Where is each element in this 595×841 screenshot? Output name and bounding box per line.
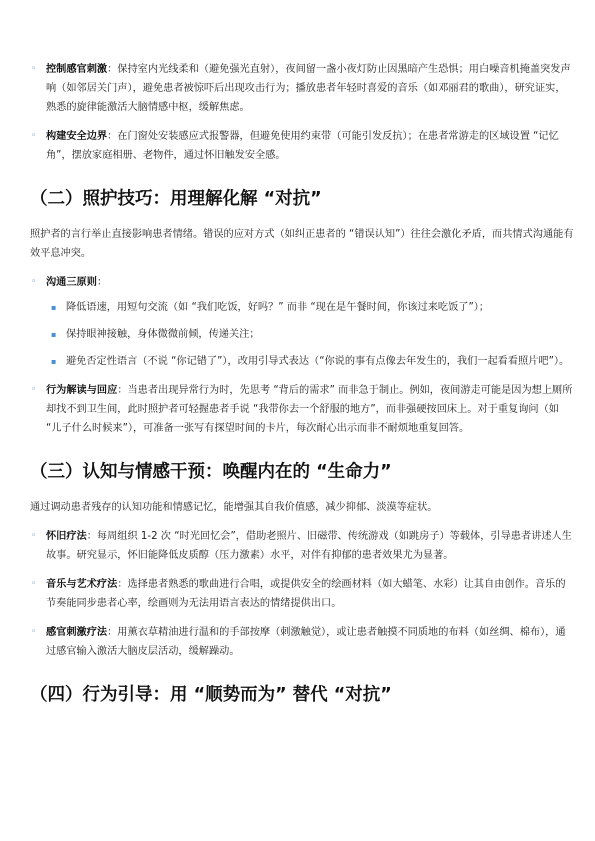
hollow-circle-bullet-icon: ◦ [31,277,37,287]
section-heading-care-skills: （二）照护技巧：用理解化解 “对抗” [30,189,322,209]
item-term: 感官刺激疗法 [46,627,108,638]
hollow-circle-bullet-icon: ◦ [31,64,37,74]
environment-list [30,60,575,165]
document-page [30,60,575,721]
section-intro: 通过调动患者残存的认知功能和情感记忆，能增强其自我价值感，减少抑郁、淡漠等症状。 [30,502,438,513]
hollow-circle-bullet-icon: ◦ [31,131,37,141]
hollow-circle-bullet-icon: ◦ [31,627,37,637]
item-text: ：每周组织 1-2 次 “时光回忆会”，借助老照片、旧磁带、传统游戏（如跳房子）等载体，引导患者讲述人生故事。研究显示，怀旧能降低皮质醇（压力激素）水平，对伴有抑郁的患者效果尤为显著。 [46,531,572,561]
list-item [30,381,575,438]
section-heading-behavior-guidance: （四）行为引导：用 “顺势而为” 替代 “对抗” [30,685,392,705]
small-square-bullet-icon: ▪ [51,303,57,312]
sub-item-text: 避免否定性语言（不说 “你记错了”），改用引导式表达（“你说的事有点像去年发生的，我们一起看看照片吧”）。 [66,356,570,367]
sub-item-text: 降低语速，用短句交流（如 “我们吃饭，好吗？” 而非 “现在是午餐时间，你该过来吃饭了”）； [66,302,490,313]
item-term: 沟通三原则 [46,277,97,288]
hollow-circle-bullet-icon: ◦ [31,579,37,589]
intervention-list [30,527,575,661]
item-term: 音乐与艺术疗法 [46,579,118,590]
item-term: 怀旧疗法 [46,531,87,542]
small-square-bullet-icon: ▪ [51,357,57,366]
sub-list-item [46,325,575,344]
item-term: 构建安全边界 [46,131,108,142]
item-text: ：保持室内光线柔和（避免强光直射），夜间留一盏小夜灯防止因黑暗产生恐惧；用白噪音机掩盖突发声响（如邻居关门声），避免患者被惊吓后出现攻击行为；播放患者年轻时喜爱的音乐（如邓丽君的歌曲），研究证实，熟悉的旋律能激活大脑情感中枢，缓解焦虑。 [46,64,571,113]
item-text: ：选择患者熟悉的歌曲进行合唱，或提供安全的绘画材料（如大蜡笔、水彩）让其自由创作。音乐的节奏能同步患者心率，绘画则为无法用语言表达的情绪提供出口。 [46,579,566,609]
item-text: ：当患者出现异常行为时，先思考 “背后的需求” 而非急于制止。例如，夜间游走可能是因为想上厕所却找不到卫生间，此时照护者可轻握患者手说 “我带你去一个舒服的地方”，而非强硬按回床上。对于重复询问（如 “儿子什么时候来”），可准备一张写有探望时间的卡片，每次耐心出示而非不耐烦地重复回答。 [46,385,573,434]
section-intro: 照护者的言行举止直接影响患者情绪。错误的应对方式（如纠正患者的 “错误认知”）往往会激化矛盾，而共情式沟通能有效平息冲突。 [30,229,574,259]
item-text: ： [96,277,108,288]
sub-list-item [46,352,575,371]
list-item [30,575,575,613]
item-text: ：用薰衣草精油进行温和的手部按摩（刺激触觉），或让患者触摸不同质地的布料（如丝绸、棉布），通过感官输入激活大脑皮层活动，缓解躁动。 [46,627,566,657]
sub-list-item [46,298,575,317]
hollow-circle-bullet-icon: ◦ [31,531,37,541]
small-square-bullet-icon: ▪ [51,330,57,339]
list-item [30,273,575,371]
item-term: 控制感官刺激 [46,64,108,75]
care-skills-list [30,273,575,438]
sub-list [46,298,575,371]
list-item [30,527,575,565]
sub-item-text: 保持眼神接触，身体微微前倾，传递关注； [66,329,260,340]
section-heading-cognitive-intervention: （三）认知与情感干预：唤醒内在的 “生命力” [30,462,392,482]
item-text: ：在门窗处安装感应式报警器，但避免使用约束带（可能引发反抗）；在患者常游走的区域设置 “记忆角”，摆放家庭相册、老物件，通过怀旧触发安全感。 [46,131,559,161]
list-item [30,623,575,661]
hollow-circle-bullet-icon: ◦ [31,385,37,395]
item-term: 行为解读与回应 [46,385,118,396]
list-item [30,60,575,117]
list-item [30,127,575,165]
